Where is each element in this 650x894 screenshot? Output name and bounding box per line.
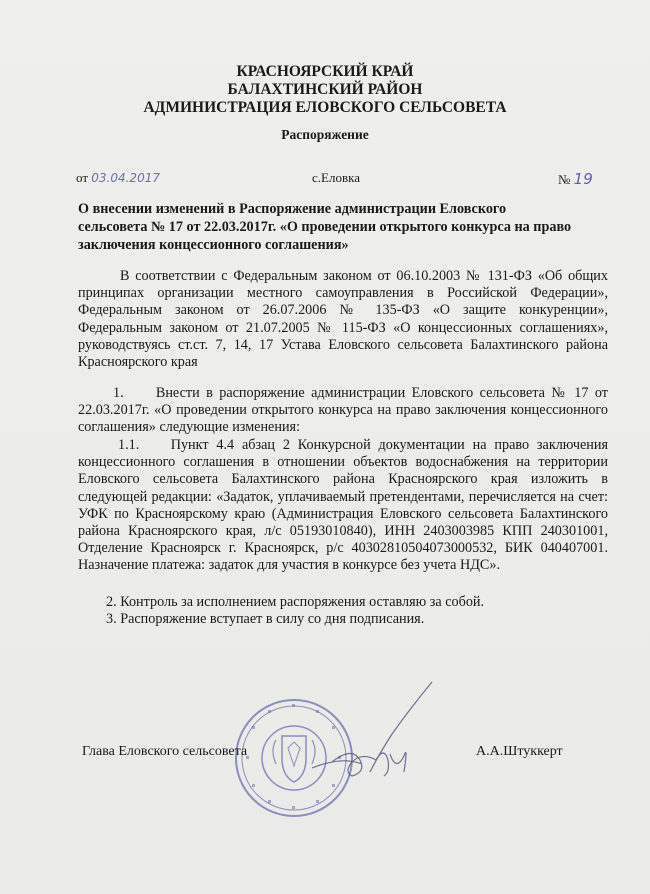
header-district: БАЛАХТИНСКИЙ РАЙОН — [227, 81, 423, 98]
item-1-1-number: 1.1. — [118, 437, 140, 453]
item-1-1-text: Пункт 4.4 абзац 2 Конкурсной документации на право заключения концессионного соглашения в отношении объектов водоснабжения на территории Еловского сельсовета Балахтинского района Красноярского края изложить в следующей редакции: «Задаток, уплачиваемый претендентами, перечисляется на счет: УФК по Красноярскому краю (Администрация Еловского сельсовета Балахтинского района Красноярского края, л/с 05193010840), ИНН 2403003985 КПП 240301001, Отделение Красноярск г. Красноярск, р/с 40302810504073000532, БИК 040407001. Назначение платежа: задаток для участия в конкурсе без учета НДС». — [78, 437, 608, 574]
number-line — [558, 170, 593, 188]
item-2: 2. Контроль за исполнением распоряжения оставляю за собой. — [106, 594, 485, 610]
document-date: 03.04.2017 — [91, 171, 160, 185]
item-1-text: Внести в распоряжение администрации Еловского сельсовета № 17 от 22.03.2017г. «О проведении открытого конкурса на право заключения концессионного соглашения» следующие изменения: — [78, 385, 608, 436]
header-administration: АДМИНИСТРАЦИЯ ЕЛОВСКОГО СЕЛЬСОВЕТА — [143, 99, 507, 116]
document-place: с.Еловка — [312, 170, 360, 185]
item-1 — [78, 385, 608, 437]
from-label: от — [76, 170, 89, 185]
handwritten-signature-icon — [292, 676, 452, 796]
document-number: 19 — [573, 170, 593, 188]
item-1-1 — [78, 437, 608, 575]
item-3: 3. Распоряжение вступает в силу со дня подписания. — [106, 611, 425, 627]
document-subject: О внесении изменений в Распоряжение администрации Еловского сельсовета № 17 от 22.03.2017г. «О проведении открытого конкурса на право заключения концессионного соглашения» — [78, 201, 572, 253]
date-line — [76, 170, 160, 186]
header-region: КРАСНОЯРСКИЙ КРАЙ — [236, 63, 414, 80]
number-label: № — [558, 172, 571, 187]
preamble-paragraph: В соответствии с Федеральным законом от 06.10.2003 № 131-ФЗ «Об общих принципах организации местного самоуправления в Российской Федерации», Федеральным законом от 26.07.2006 № 135-ФЗ «О защите конкуренции», Федеральным законом от 21.07.2005 № 115-ФЗ «О концессионных соглашениях», руководствуясь ст.ст. 7, 14, 17 Устава Еловского сельсовета Балахтинского района Красноярского края — [78, 268, 608, 371]
item-1-number: 1. — [113, 385, 124, 401]
signatory-position: Глава Еловского сельсовета — [82, 744, 248, 759]
signatory-name: А.А.Штуккерт — [476, 744, 563, 759]
document-type: Распоряжение — [281, 127, 369, 142]
